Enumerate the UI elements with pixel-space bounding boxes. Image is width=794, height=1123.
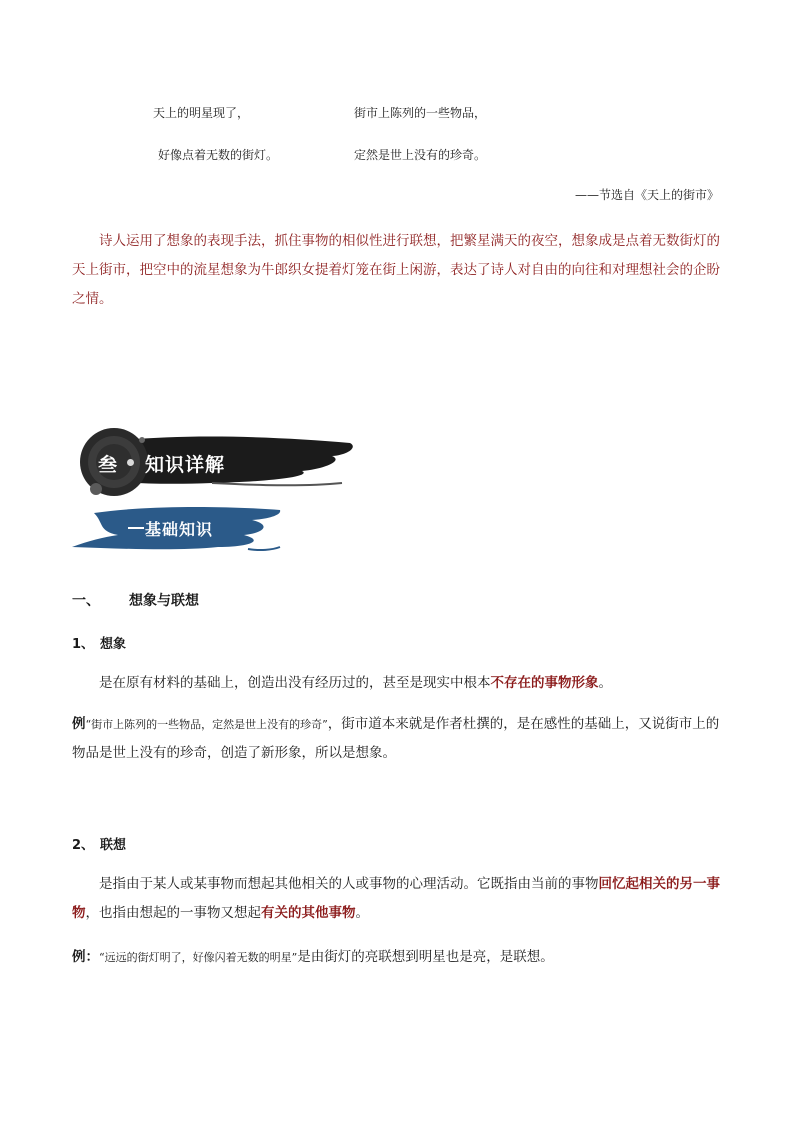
imagination-example-text: ，街市道本来就是作者杜撰的，是在感性的基础上，又说街市上的物品是世上没有的珍奇，创造了新形象，所以是想象。 (72, 716, 720, 761)
section-heading: 想象与联想 (129, 593, 199, 609)
banner-number: 叁 (98, 454, 119, 476)
imagination-definition (72, 669, 726, 698)
poem-right-line-1: 街市上陈列的一些物品， (354, 106, 487, 120)
imagination-emphasis: 不存在的事物形象 (490, 675, 599, 691)
section-number: 一、 (72, 593, 100, 609)
imagination-title: 想象 (100, 637, 127, 652)
association-example-label: 例： (72, 949, 99, 965)
association-emphasis-1: 回忆起相关的另一事物 (72, 876, 720, 921)
imagination-definition-end: 。 (598, 675, 612, 691)
poem-analysis: 诗人运用了想象的表现手法，抓住事物的相似性进行联想，把繁星满天的夜空，想象成是点着无数街灯的天上街市，把空中的流星想象为牛郎织女提着灯笼在街上闲游，表达了诗人对自由的向往和对理想社会的企盼之情。 (72, 233, 720, 307)
poem-right-line-2: 定然是世上没有的珍奇。 (354, 148, 487, 162)
poem-source: ——节选自《天上的街市》 (574, 188, 719, 202)
banner-title: 知识详解 (145, 454, 226, 476)
association-title: 联想 (100, 838, 127, 853)
imagination-example-quote: “街市上陈列的一些物品，定然是世上没有的珍奇” (85, 718, 328, 731)
association-example-quote: “远远的街灯明了，好像闪着无数的明星” (99, 951, 298, 964)
association-definition-end: 。 (355, 905, 369, 921)
poem-left-line-2: 好像点着无数的街灯。 (158, 148, 279, 162)
imagination-example (72, 710, 726, 768)
imagination-definition-text: 是在原有材料的基础上，创造出没有经历过的，甚至是现实中根本 (99, 675, 491, 691)
imagination-number: 1、 (72, 637, 95, 652)
banner-dot-icon (127, 459, 134, 466)
association-definition-mid: ，也指由想起的一事物又想起 (85, 905, 261, 921)
association-definition (72, 870, 726, 928)
association-example-text: 是由街灯的亮联想到明星也是亮，是联想。 (297, 949, 554, 965)
association-example (72, 943, 726, 972)
poem-left-line-1: 天上的明星现了， (153, 106, 250, 120)
association-number: 2、 (72, 838, 95, 853)
imagination-example-label: 例 (72, 716, 86, 732)
sub-banner-title: 基础知识 (145, 520, 214, 539)
sub-banner-dash (128, 527, 144, 529)
association-definition-text: 是指由于某人或某事物而想起其他相关的人或事物的心理活动。它既指由当前的事物 (99, 876, 599, 892)
association-emphasis-2: 有关的其他事物 (261, 905, 356, 921)
